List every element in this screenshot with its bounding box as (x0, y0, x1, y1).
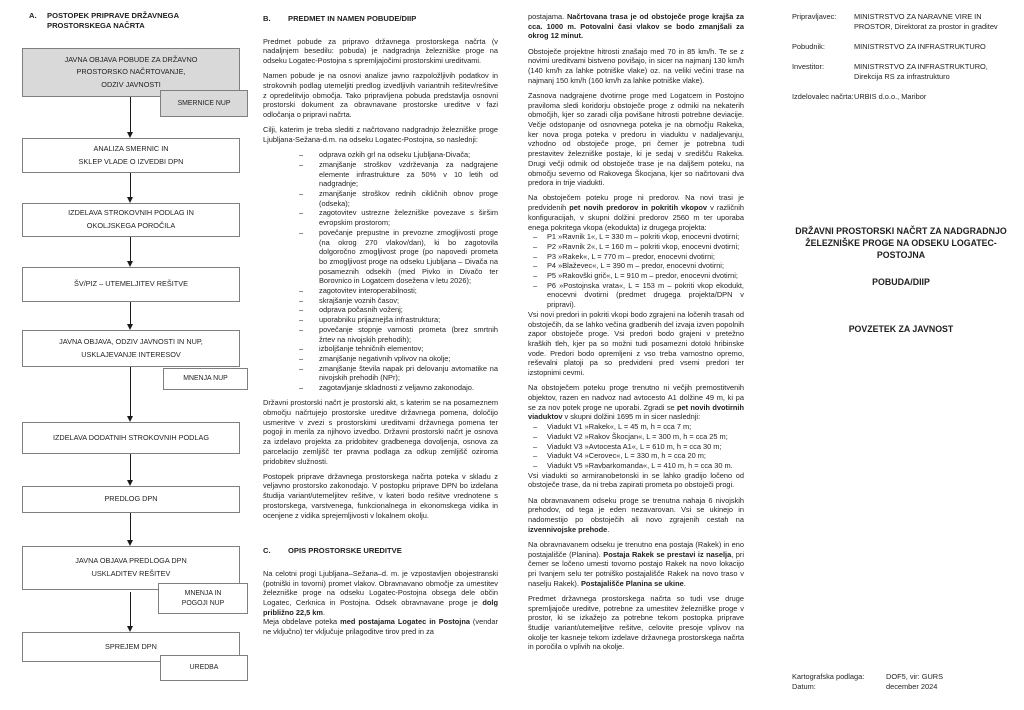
text-segment: v različnih konfiguracijah, v skupni dolžini predorov 2560 m ter uporaba enega pokritega vkopa (ekodukta) iz drugega projekta: (528, 203, 744, 232)
list-item (299, 286, 498, 296)
list-item (299, 208, 498, 227)
list-text: P6 »Postojnska vrata«, L = 153 m – pokriti vkop ekodukt, enocevni dvotirni (predmet drugega projekta/DPN v pripravi). (547, 280, 744, 310)
flow-box-line: POGOJI NUP (181, 599, 225, 607)
flow-box-line: JAVNA OBJAVA, ODZIV JAVNOSTI IN NUP, (59, 336, 203, 346)
list-dash: – (299, 305, 304, 315)
list-item (533, 461, 744, 471)
meta-row (792, 92, 1018, 102)
list-text: skrajšanje voznih časov; (319, 295, 400, 305)
paragraph: Predmet pobude za pripravo državnega prostorskega načrta (v nadaljnjem besedilu: pobuda) je nadgradnja železniške proge na odseku Logatec-Postojna s spremljajočimi prostorskimi ureditvami. (263, 36, 498, 66)
list-text: Viadukt V5 »Ravbarkomanda«, L = 410 m, h = cca 30 m. (547, 460, 733, 470)
list-item (299, 160, 498, 189)
list-dash: – (533, 232, 538, 242)
list-text: Viadukt V4 »Cerovec«, L = 330 m, h = cca 20 m; (547, 451, 706, 461)
text-segment: Meja obdelave poteka (263, 617, 341, 627)
meta-label: Pobudnik: (792, 42, 825, 51)
list-item (533, 261, 744, 271)
section-letter: A. (29, 11, 37, 20)
text-segment: Na obravnavanem odseku je trenutno ena postaja (Rakek) in eno postajališče (Planina). (528, 539, 744, 559)
list-text: Viadukt V2 »Rakov Škocjan«, L = 300 m, h = cca 25 m; (547, 431, 728, 441)
list-dash: – (299, 295, 304, 305)
meta-value: DOF5, vir: GURS (886, 672, 944, 681)
list-item (299, 383, 498, 393)
text-segment: Na obstoječem poteku proge trenutno ni večjih premostitvenih objektov, razen en nadvoz nad avtocesto A1 dolžine 49 m, ki pa se za nov potek proge ne uporabi. Zgradi se (528, 383, 744, 412)
text-segment: Postaja Rakek se prestavi iz naselja (603, 549, 732, 559)
list-dash: – (299, 150, 304, 160)
flow-box-line: MNENJA NUP (183, 375, 228, 383)
list-text: Viadukt V1 »Rakek«, L = 45 m, h = cca 7 m; (547, 422, 692, 432)
goals-list (263, 150, 498, 393)
section-c-heading (263, 546, 498, 556)
flow-box-mnenja-pogoji-nup (158, 583, 248, 614)
list-text: izboljšanje tehničnih elementov; (319, 344, 424, 354)
flow-box-predlog-dpn (22, 486, 240, 513)
list-text: Viadukt V3 »Avtocesta A1«, L = 610 m, h = cca 30 m; (547, 441, 722, 451)
list-text: zagotovitev ustrezne železniške povezave s širšim evropskim prostorom; (319, 208, 498, 228)
section-b-heading (263, 14, 498, 24)
text-segment: Na celotni progi Ljubljana–Sežana–d. m. je vzpostavljen obojestranski (potniški in tovorni) promet vlakov. Obravnavano območje za umestitev železniške proge na odseku Logatec-Postojna obsega dele občin Logatec, Cerknica in Postojna. Odsek obravnavane proge je (263, 568, 498, 608)
list-item (533, 281, 744, 310)
flow-arrow (130, 302, 131, 324)
column-c-continuation (528, 12, 744, 652)
list-text: zagotovitev interoperabilnosti; (319, 286, 417, 296)
list-text: odprava ozkih grl na odseku Ljubljana-Divača; (319, 150, 471, 160)
flow-box-line: SMERNICE NUP (177, 99, 231, 107)
list-dash: – (299, 383, 304, 393)
flow-box-line: IZDELAVA STROKOVNIH PODLAG IN (68, 208, 194, 218)
list-item (533, 252, 744, 262)
list-dash: – (299, 324, 304, 334)
list-item (299, 325, 498, 344)
paragraph (528, 540, 744, 589)
text-segment: pet novih predorov in pokritih vkopov (569, 203, 708, 213)
list-item (533, 232, 744, 242)
paragraph: Vsi novi predori in pokriti vkopi bodo zgrajeni na ločenih trasah od obstoječih, da se lahko večina gradbenih del izvaja izven popolnih zapor obstoječe proge. Vsi predori bodo grajeni v pretežno kraških tleh, kjer pa so možni tudi posamezni dotoki hribinske vode. Predori bodo opremljeni z vso treba varnostno opremo, reševalni platoji pa so predvideni pred vsemi predori ter izstopnimi cevmi. (528, 309, 744, 378)
list-text: zmanjšanje števila napak pri delovanju avtomatike na nivojskih prehodih (NPr); (319, 363, 498, 383)
list-text: uporabniku prijaznejša infrastruktura; (319, 315, 441, 325)
meta-label: Izdelovalec načrta: (792, 92, 854, 101)
meta-row (792, 12, 1018, 32)
text-segment: pet novih dvotirnih viaduktov (528, 402, 744, 422)
section-letter: B. (263, 14, 271, 23)
paragraph: Državni prostorski načrt je prostorski akt, s katerim se na posameznem območju načrtujejo prostorske ureditve državnega pomena, določijo usmeritve v zvezi s prostorskimi ureditvami državnega pomena ter pogoji in merila za njihovo izvedbo. Državni prostorski načrt je osnova za izdelavo projekta za pridobitev gradbenega dovoljenja, osnova za parcelacijo zemljišč ter pravna podlaga za odkup zemljišč oziroma pridobitev služnosti. (263, 398, 498, 466)
flow-box-line: UREDBA (189, 664, 219, 672)
list-dash: – (299, 208, 304, 218)
paragraph (528, 193, 744, 232)
list-text: povečanje stopnje varnosti prometa (brez smrtnih žrtev na nivojskih prehodih); (319, 324, 498, 344)
text-segment: . (607, 524, 610, 534)
flow-box-line: SPREJEM DPN (105, 641, 157, 651)
list-dash: – (533, 261, 538, 271)
list-text: zmanjšanje stroškov vzdrževanja za nadgrajene elemente infrastrukture za 50% v 10 letih od nadgradnje; (319, 159, 498, 189)
section-title: OPIS PROSTORSKE UREDITVE (288, 546, 402, 556)
list-text: P5 »Rakovški grič«, L = 910 m – predor, enocevni dvotirni; (547, 271, 738, 281)
list-text: P1 »Ravnik 1«, L = 330 m – pokriti vkop, enocevni dvotirni; (547, 232, 740, 242)
flow-box-line: ANALIZA SMERNIC IN (93, 143, 169, 153)
text-segment: postajama. (528, 12, 567, 21)
flow-box-smernice-nup (160, 90, 248, 117)
list-dash: – (533, 241, 538, 251)
list-dash: – (299, 315, 304, 325)
list-item (299, 296, 498, 306)
list-text: zmanjšanje stroškov rednih cikličnih obnov proge (odseka); (319, 189, 498, 208)
flow-box-line: IZDELAVA DODATNIH STROKOVNIH PODLAG (52, 432, 210, 442)
list-item (533, 422, 744, 432)
paragraph: Predmet državnega prostorskega načrta so tudi vse druge spremljajoče ureditve, potrebne za umestitev železniške proge v prostor, ki se izkažejo za potrebne tekom postopka priprave študije variant/utemeljitve rešitve, celovite presoje vplivov na okolje ter kasneje tekom izdelave državnega prostorskega načrta in poročila o vplivih na okolje. (528, 593, 744, 652)
paragraph (528, 12, 744, 41)
flow-arrow (130, 237, 131, 261)
meta-label: Kartografska podlaga: (792, 672, 865, 681)
list-dash: – (299, 227, 304, 237)
meta-value: MINISTRSTVO ZA NARAVNE VIRE IN PROSTOR, Direktorat za prostor in graditev (854, 12, 998, 31)
list-item (533, 242, 744, 252)
list-item (299, 189, 498, 208)
text-segment: Na obstoječem poteku proge ni predorov. Na novi trasi je predvidenih (528, 193, 744, 213)
flow-arrow (130, 592, 131, 626)
meta-row (792, 42, 1018, 52)
list-dash: – (299, 363, 304, 373)
paragraph (263, 569, 498, 618)
viaducts-list (528, 422, 744, 471)
flow-arrow (130, 97, 131, 132)
paragraph: Namen pobude je na osnovi analize javno razpoložljivih podatkov in strokovnih podlag utemeljiti predlog izvedljivih variantnih rešitev/rešitve z opredelitvijo območja. Tako pripravljena pobuda predstavlja osnovni prostorski dokument za obravnavane prostorske ureditve v fazi odločanja o pripravi načrta. (263, 71, 498, 120)
list-text: povečanje prepustne in prevozne zmogljivosti proge (na okrog 270 vlakov/dan), ki bo zagotovila dolgoročno zmogljivost proge (po napovedi prometa bo zmogljivost proge na odseku Ljubljana – Divača na posameznih odsekih (med Pivko in Divačo ter Borovnico in Logatcem dosežena v letu 2026); (319, 227, 498, 286)
list-item (299, 364, 498, 383)
text-segment: , pri čemer se ločeno umesti tovorno postajo Rakek na novo lokacijo pri Ivanjem selu ter potniško postajališče Rakek na novo traso v naselju Rakek). (528, 549, 745, 588)
list-dash: – (533, 271, 538, 281)
column-b (263, 12, 498, 637)
list-dash: – (299, 189, 304, 199)
list-dash: – (299, 354, 304, 363)
flow-arrow (130, 454, 131, 480)
meta-label: Pripravljavec: (792, 12, 837, 21)
flow-box-line: ODZIV JAVNOSTI (101, 79, 161, 89)
meta-value: MINISTRSTVO ZA INFRASTRUKTURO, Direkcija RS za infrastrukturo (854, 62, 988, 81)
section-a-heading (29, 11, 179, 31)
flow-box-line: JAVNA OBJAVA POBUDE ZA DRŽAVNO (64, 54, 198, 64)
list-dash: – (299, 344, 304, 354)
list-item (533, 451, 744, 461)
text-segment: v skupni dolžini 1695 m in sicer naslednji: (562, 412, 701, 422)
flow-box-line: PROSTORSKO NAČRTOVANJE, (76, 67, 186, 77)
flow-box-uredba (160, 655, 248, 681)
text-segment: med postajama Logatec in Postojna (340, 617, 470, 627)
list-item (533, 442, 744, 452)
list-text: odprava počasnih voženj; (319, 305, 403, 315)
document-summary-title: POVZETEK ZA JAVNOST (848, 324, 954, 335)
flow-box-dodatne-strokovne-podlage (22, 422, 240, 454)
meta-label: Datum: (792, 682, 816, 691)
text-segment: . (322, 607, 326, 617)
flow-box-line: PREDLOG DPN (104, 494, 158, 504)
list-item (299, 228, 498, 286)
paragraph: Vsi viadukti so armiranobetonski in se lahko gradijo ločeno od obstoječe trase, da ni treba zapirati prometa po obstoječi progi. (528, 470, 744, 490)
flow-box-javna-objava-odziv (22, 330, 240, 367)
section-letter: C. (263, 546, 271, 556)
flow-arrow (130, 513, 131, 540)
flow-box-line: MNENJA IN (184, 590, 222, 597)
list-dash: – (533, 422, 538, 432)
text-segment: Načrtovana trasa je od obstoječe proge krajša za cca. 1000 m. Potovalni časi vlakov se bodo zmanjšali za okrog 12 minut. (528, 12, 744, 41)
flow-box-line: OKOLJSKEGA POROČILA (86, 221, 176, 230)
list-dash: – (533, 451, 538, 461)
text-segment: . (683, 578, 686, 588)
list-text: zagotavljanje skladnosti z veljavno zakonodajo. (319, 383, 474, 393)
meta-label: Investitor: (792, 62, 825, 71)
flow-box-line: ŠV/PIZ – UTEMELJITEV REŠITVE (74, 279, 188, 289)
flow-box-line: JAVNA OBJAVA PREDLOGA DPN (75, 556, 187, 566)
list-dash: – (533, 251, 538, 261)
meta-row (792, 62, 1018, 82)
text-segment: (vendar ne vključno) ter vključuje prilagoditve tirov pred in za (263, 617, 498, 637)
meta-row (792, 672, 1022, 682)
text-segment: izvennivojske prehode (528, 524, 608, 534)
paragraph: Obstoječe projektne hitrosti znašajo med 70 in 85 km/h. Te se z novimi ureditvami bistveno povišajo, in sicer na najmanj 130 km/h (140 km/h za lahke potniške vlake) oz. na veliki večini trase na najmanj 150 km/h (160 km/h za lahke potniške vlake). (528, 46, 744, 85)
meta-footer (792, 672, 1022, 692)
meta-value: URBIS d.o.o., Maribor (854, 92, 927, 101)
flow-box-izdelava-strokovnih-podlag (22, 203, 240, 237)
list-item (299, 315, 498, 325)
text-segment: Postajališče Planina se ukine (581, 578, 684, 588)
meta-value: december 2024 (886, 682, 938, 691)
meta-value: MINISTRSTVO ZA INFRASTRUKTURO (854, 42, 986, 51)
flow-box-line: USKLADITEV REŠITEV (91, 569, 171, 578)
list-item (299, 150, 498, 160)
list-item (299, 305, 498, 315)
flow-box-line: SKLEP VLADE O IZVEDBI DPN (78, 156, 184, 166)
list-dash: – (299, 286, 304, 296)
text-segment: Na obravnavanem odseku proge se trenutna nahaja 6 nivojskih prehodov, od tega je eden nezavarovan. Vsi se ukinejo in nadomestijo po obstoječih ali novo zgrajenih cestah na (528, 495, 744, 524)
list-dash: – (299, 159, 304, 169)
flow-box-line: USKLAJEVANJE INTERESOV (81, 349, 181, 359)
heading-line: POSTOPEK PRIPRAVE DRŽAVNEGA (47, 11, 180, 20)
list-dash: – (533, 431, 538, 441)
list-text: P2 »Ravnik 2«, L = 160 m – pokriti vkop, enocevni dvotirni; (547, 241, 740, 251)
list-text: zmanjšanje negativnih vplivov na okolje; (319, 354, 451, 363)
list-dash: – (533, 460, 538, 470)
list-item (533, 432, 744, 442)
document-title: DRŽAVNI PROSTORSKI NAČRT ZA NADGRADNJO ŽELEZNIŠKE PROGE NA ODSEKU LOGATEC-POSTOJNA (795, 226, 1007, 260)
section-title: PREDMET IN NAMEN POBUDE/DIIP (288, 14, 417, 23)
flow-box-mnenja-nup (163, 368, 248, 390)
flow-box-analiza-smernic (22, 138, 240, 173)
list-item (299, 354, 498, 364)
flow-arrow (130, 173, 131, 197)
paragraph: Zasnova nadgrajene dvotirne proge med Logatcem in Postojno praviloma sledi koridorju obstoječe proge z odmiki na nekaterih območjih, kjer so zaradi cilja povišane hitrosti potrebne deviacije. Večje odstopanje od osnovnega poteka je na območju Rakeka, ker nova proga poteka v predoru in viaduktu v nadaljevanju, vzhodno od obstoječe proge, pri čemer je potrebna tudi prestavitev železniške postaje, ki je sedaj v središču Rakeka. Drugi večji odmik od obstoječe trase je na daljšem poteku, na območju severno od Rakovega Škocjana, kjer so načrtovani dva predora in trije viadukti. (528, 90, 744, 188)
list-text: P4 »Blaževec«, L = 390 m – predor, enocevni dvotirni; (547, 261, 725, 271)
list-dash: – (533, 280, 538, 290)
paragraph (528, 496, 744, 535)
paragraph (263, 617, 498, 636)
paragraph: Cilji, katerim je treba slediti z načrtovano nadgradnjo železniške proge Ljubljana-Sežana-d.m. na odseku Logatec-Postojna, so naslednji: (263, 125, 498, 145)
paragraph (528, 383, 744, 422)
meta-row (792, 682, 1022, 692)
list-dash: – (533, 441, 538, 451)
paragraph: Postopek priprave državnega prostorskega načrta poteka v skladu z veljavno prostorsko zakonodajo. V postopku priprave DPN bo izdelana študija variant/utemeljitev rešitve, v kateri bodo rešitve vrednotene s prostorskega, varstvenega, funkcionalnega in ekonomskega vidika in ocenjene z vidika sprejemljivosti v lokalnem okolju. (263, 471, 498, 520)
list-item (533, 271, 744, 281)
list-text: P3 »Rakek«, L = 770 m – predor, enocevni dvotirni; (547, 251, 715, 261)
tunnels-list (528, 232, 744, 310)
section-title (47, 11, 179, 31)
flow-box-sv-piz (22, 267, 240, 302)
heading-line: PROSTORSKEGA NAČRTA (47, 21, 145, 30)
list-item (299, 344, 498, 354)
meta-block (792, 12, 1018, 112)
document-subtitle: POBUDA/DIIP (872, 277, 930, 288)
flow-arrow (130, 367, 131, 416)
document-title-block (783, 226, 1019, 336)
text-segment: dolg približno 22,5 km (263, 598, 498, 617)
